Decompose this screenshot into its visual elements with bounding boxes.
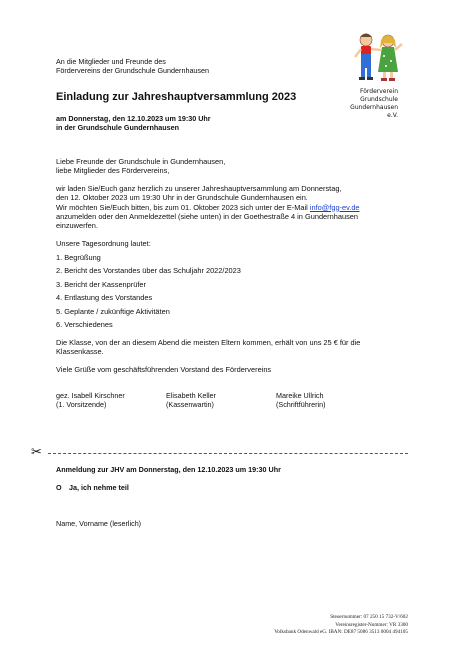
footer-register-number: Vereinsregister-Nummer: VR 3300 [335,621,408,628]
greeting [56,157,225,176]
footer-tax-number: Steuernummer: 07 250 15 732-V/602 [330,614,408,620]
agenda-item: 5. Geplante / zukünftige Aktivitäten [56,307,170,316]
participation-option: Ja, ich nehme teil [69,483,129,492]
greeting-line-1: Liebe Freunde der Grundschule in Gundernhausen, [56,157,226,166]
address-line-2: Fördervereins der Grundschule Gundernhausen [56,66,210,75]
agenda-item: 1. Begrüßung [56,253,101,262]
cut-line-divider [48,453,408,454]
recipient-address [56,57,209,75]
agenda-item: 6. Verschiedenes [56,320,113,329]
event-date-line-2: in der Grundschule Gundernhausen [56,123,180,132]
signature-name: gez. Isabell Kirschner [56,391,125,400]
logo-line-2: Grundschule [360,96,398,103]
footer-bank-details [200,614,408,637]
footer-iban: Volksbank Odenwald eG. IBAN: DE87 5086 3513 0004 494105 [274,629,408,636]
invitation-paragraph [56,184,416,230]
address-line-1: An die Mitglieder und Freunde des [56,57,166,66]
greeting-line-2: liebe Mitglieder des Fördervereins, [56,166,170,176]
closing-line: Viele Grüße vom geschäftsführenden Vorstand des Fördervereins [56,365,272,374]
email-link[interactable]: info@fgg-ev.de [309,202,360,212]
signature-block [56,391,125,409]
agenda-item: 2. Bericht des Vorstandes über das Schuljahr 2022/2023 [56,266,241,275]
signature-role: (Schriftführerin) [276,400,326,409]
page-title: Einladung zur Jahreshauptversammlung 2023 [56,91,297,103]
name-label: Name, Vorname (leserlich) [56,519,142,528]
event-date [56,114,211,132]
logo-text [340,88,398,120]
para-line-3-text: Wir möchten Sie/Euch bitten, bis zum 01. Oktober 2023 sich unter der E-Mail [56,202,310,212]
class-note-line-1: Die Klasse, von der an diesem Abend die meisten Eltern kommen, erhält von uns 25 € für die [56,338,361,347]
para-line-5: einzuwerfen. [56,221,98,231]
agenda-intro: Unsere Tagesordnung lautet: [56,239,151,248]
registration-title: Anmeldung zur JHV am Donnerstag, den 12.10.2023 um 19:30 Uhr [56,465,281,474]
para-line-3 [56,203,416,212]
scissors-icon: ✂ [31,445,42,460]
agenda-item: 4. Entlastung des Vorstandes [56,293,153,302]
signature-role: (1. Vorsitzende) [56,400,107,409]
logo-line-3: Gundernhausen e.V. [350,104,398,119]
signature-name: Elisabeth Keller [166,391,216,400]
kids-logo-icon [350,28,410,88]
para-line-1: wir laden Sie/Euch ganz herzlich zu unserer Jahreshauptversammlung am Donnerstag, [56,184,342,193]
event-date-line-1: am Donnerstag, den 12.10.2023 um 19:30 Uhr [56,114,211,123]
participation-marker[interactable]: O [56,483,62,492]
agenda-item: 3. Bericht der Kassenprüfer [56,280,146,289]
signature-block [166,391,216,409]
class-note [56,338,416,357]
para-line-2: den 12. Oktober 2023 um 19:30 Uhr in der Grundschule Gundernhausen ein. [56,193,308,203]
signature-role: (Kassenwartin) [166,400,214,409]
class-note-line-2: Klassenkasse. [56,347,104,357]
signature-block [276,391,326,409]
para-line-4: anzumelden oder den Anmeldezettel (siehe unten) in der Goethestraße 4 in Gundernhausen [56,211,358,221]
logo-line-1: Förderverein [360,88,398,95]
signature-name: Mareike Ullrich [276,391,324,400]
